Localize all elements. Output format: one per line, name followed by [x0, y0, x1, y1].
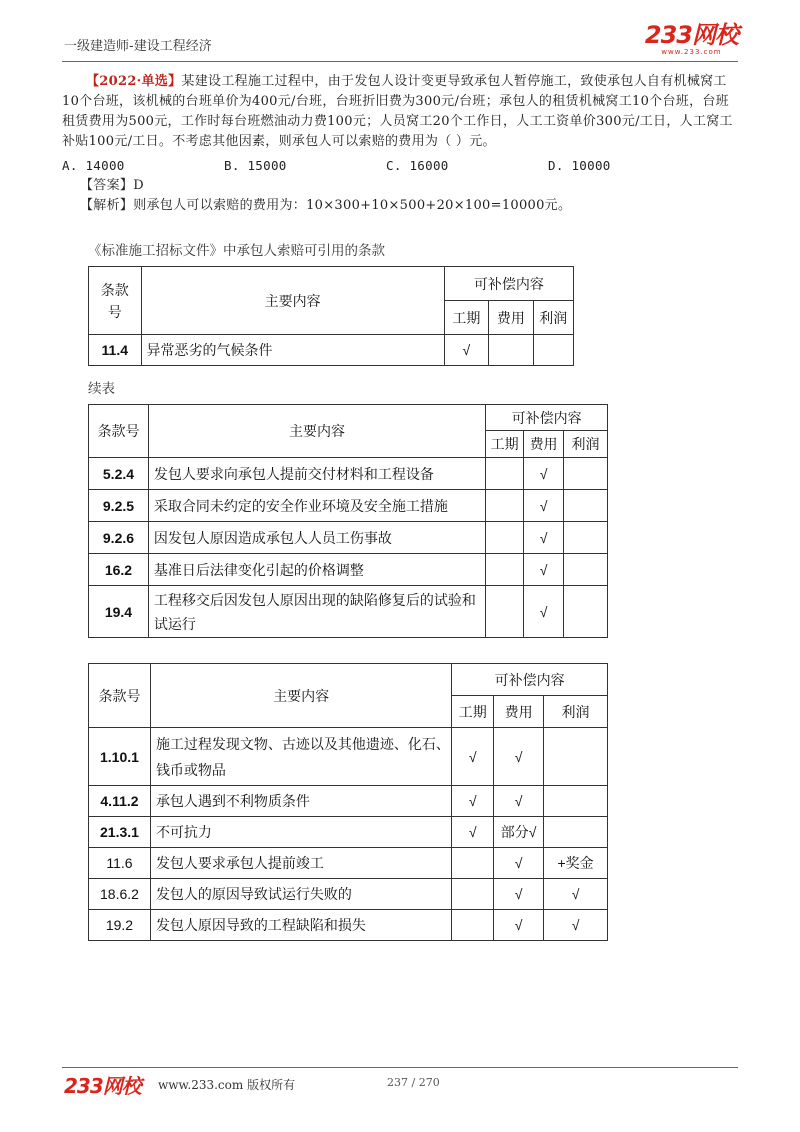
cost-cell	[489, 335, 533, 366]
period-cell	[486, 458, 524, 490]
period-cell	[486, 554, 524, 586]
page-header	[62, 22, 738, 60]
profit-cell	[564, 554, 608, 586]
period-cell: √	[452, 786, 494, 817]
footer-copyright: www.233.com 版权所有	[158, 1078, 296, 1092]
clause-content: 工程移交后因发包人原因出现的缺陷修复后的试验和试运行	[148, 586, 485, 638]
clause-code: 1.10.1	[89, 728, 151, 786]
question-text	[62, 72, 742, 152]
clause-content: 发包人的原因导致试运行失败的	[150, 879, 451, 910]
cost-cell: 部分√	[494, 817, 544, 848]
period-cell	[486, 522, 524, 554]
table-row	[89, 910, 608, 941]
claims-table-3	[88, 663, 608, 941]
claims-table-2	[88, 404, 608, 638]
clause-code: 19.2	[89, 910, 151, 941]
profit-cell	[564, 586, 608, 638]
option-a: A. 14000	[62, 158, 125, 173]
table-row	[89, 458, 608, 490]
continued-label: 续表	[88, 381, 115, 397]
period-cell: √	[452, 728, 494, 786]
header-profit: 利润	[564, 431, 608, 458]
clause-content: 发包人原因导致的工程缺陷和损失	[150, 910, 451, 941]
footer-divider	[62, 1067, 738, 1068]
table-row	[89, 554, 608, 586]
table-row	[89, 879, 608, 910]
option-d: D. 10000	[548, 158, 611, 173]
clause-content: 发包人要求向承包人提前交付材料和工程设备	[148, 458, 485, 490]
period-cell	[486, 586, 524, 638]
clause-content: 采取合同未约定的安全作业环境及安全施工措施	[148, 490, 485, 522]
clause-code: 18.6.2	[89, 879, 151, 910]
header-compensable: 可补偿内容	[444, 267, 573, 301]
clause-content: 施工过程发现文物、古迹以及其他遗迹、化石、钱币或物品	[150, 728, 451, 786]
profit-cell	[544, 728, 608, 786]
page-footer	[62, 1070, 738, 1100]
table-row	[89, 335, 574, 366]
profit-cell	[544, 786, 608, 817]
answer: 【答案】D	[80, 178, 144, 193]
cost-cell: √	[494, 910, 544, 941]
profit-cell: √	[544, 910, 608, 941]
header-profit: 利润	[544, 696, 608, 728]
option-c: C. 16000	[386, 158, 449, 173]
header-cost: 费用	[489, 301, 533, 335]
table-row	[89, 490, 608, 522]
header-period: 工期	[444, 301, 488, 335]
cost-cell: √	[494, 879, 544, 910]
footer-logo[interactable]: 233网校	[64, 1074, 141, 1098]
header-divider	[62, 61, 738, 62]
clause-content: 发包人要求承包人提前竣工	[150, 848, 451, 879]
profit-cell: +奖金	[544, 848, 608, 879]
cost-cell: √	[524, 586, 564, 638]
clause-code: 11.4	[89, 335, 142, 366]
period-cell: √	[444, 335, 488, 366]
clause-code: 4.11.2	[89, 786, 151, 817]
question-block	[62, 72, 742, 216]
clause-code: 16.2	[89, 554, 149, 586]
brand-logo[interactable]	[645, 22, 738, 56]
clause-code: 21.3.1	[89, 817, 151, 848]
cost-cell: √	[524, 554, 564, 586]
option-b: B. 15000	[224, 158, 287, 173]
table-row	[89, 786, 608, 817]
brand-logo-url: www.233.com	[661, 48, 722, 56]
clause-content: 承包人遇到不利物质条件	[150, 786, 451, 817]
header-clause-no: 条款号	[89, 664, 151, 728]
clause-content: 不可抗力	[150, 817, 451, 848]
table-row	[89, 817, 608, 848]
clause-code: 11.6	[89, 848, 151, 879]
header-cost: 费用	[494, 696, 544, 728]
period-cell	[452, 879, 494, 910]
period-cell	[452, 848, 494, 879]
header-main-content: 主要内容	[148, 405, 485, 458]
header-clause-no: 条款 号	[89, 267, 142, 335]
period-cell: √	[452, 817, 494, 848]
page-number: 237 / 270	[387, 1076, 440, 1089]
table-row	[89, 522, 608, 554]
header-main-content: 主要内容	[141, 267, 444, 335]
cost-cell: √	[524, 522, 564, 554]
profit-cell	[533, 335, 573, 366]
header-cost: 费用	[524, 431, 564, 458]
profit-cell	[544, 817, 608, 848]
cost-cell: √	[494, 786, 544, 817]
section-title: 《标准施工招标文件》中承包人索赔可引用的条款	[88, 243, 385, 259]
clause-code: 9.2.5	[89, 490, 149, 522]
header-period: 工期	[486, 431, 524, 458]
profit-cell	[564, 522, 608, 554]
period-cell	[486, 490, 524, 522]
clause-code: 9.2.6	[89, 522, 149, 554]
question-tag: 【2022·单选】	[86, 74, 182, 89]
header-profit: 利润	[533, 301, 573, 335]
question-options	[62, 156, 742, 176]
clause-code: 19.4	[89, 586, 149, 638]
header-period: 工期	[452, 696, 494, 728]
clause-code: 5.2.4	[89, 458, 149, 490]
profit-cell	[564, 490, 608, 522]
clause-content: 因发包人原因造成承包人人员工伤事故	[148, 522, 485, 554]
clause-content: 基准日后法律变化引起的价格调整	[148, 554, 485, 586]
table-row	[89, 848, 608, 879]
question-body: 某建设工程施工过程中，由于发包人设计变更导致承包人暂停施工，致使承包人自有机械窝工10个台班，该机械的台班单价为400元/台班，台班折旧费为300元/台班；承包人的租赁机械窝工10个台班，台班租赁费用为500元，工作时每台班燃油动力费100元；人员窝工20个工作日，人工工资单价300元/工日，人工窝工补贴100元/工日。不考虑其他因素，则承包人可以索赔的费用为（ ）元。	[62, 74, 733, 149]
header-compensable: 可补偿内容	[452, 664, 608, 696]
claims-table-1	[88, 266, 574, 366]
header-title: 一级建造师-建设工程经济	[64, 39, 212, 54]
header-clause-no: 条款号	[89, 405, 149, 458]
profit-cell	[564, 458, 608, 490]
header-compensable: 可补偿内容	[486, 405, 608, 431]
analysis: 【解析】则承包人可以索赔的费用为：10×300+10×500+20×100=10000元。	[80, 198, 572, 213]
table-row	[89, 586, 608, 638]
table-row	[89, 728, 608, 786]
period-cell	[452, 910, 494, 941]
cost-cell: √	[524, 458, 564, 490]
clause-content: 异常恶劣的气候条件	[141, 335, 444, 366]
cost-cell: √	[494, 848, 544, 879]
brand-logo-text: 233网校	[644, 21, 738, 49]
cost-cell: √	[494, 728, 544, 786]
header-main-content: 主要内容	[150, 664, 451, 728]
profit-cell: √	[544, 879, 608, 910]
cost-cell: √	[524, 490, 564, 522]
